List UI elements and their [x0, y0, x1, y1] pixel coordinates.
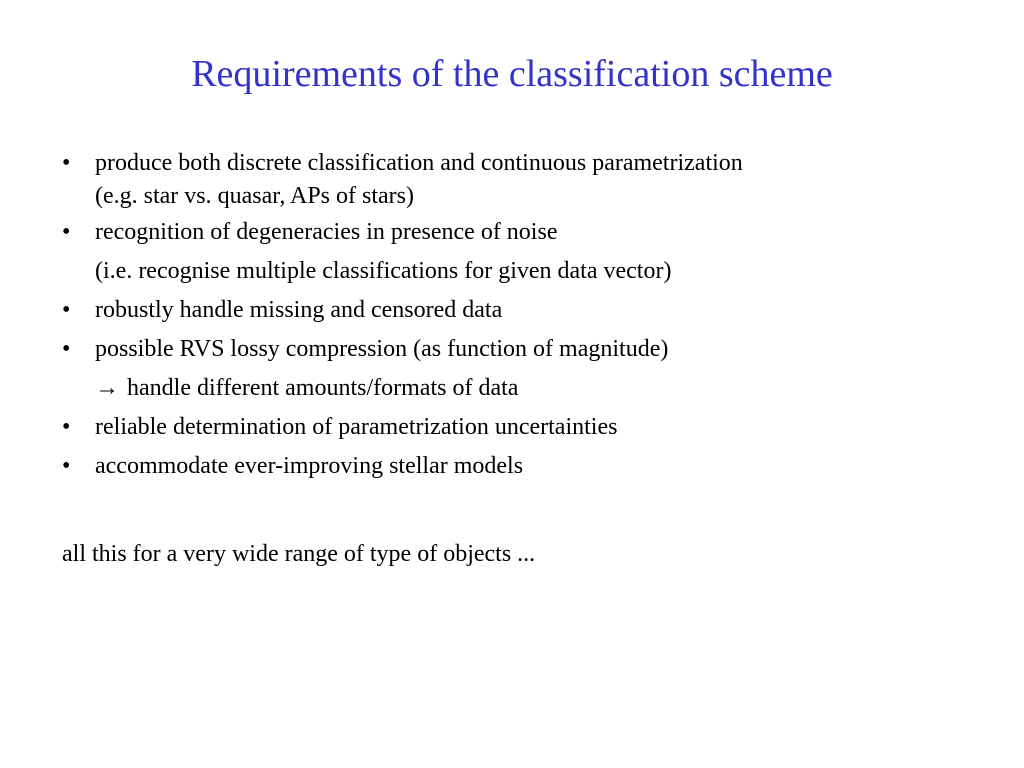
bullet-icon: •	[62, 453, 71, 479]
bullet-item-5	[62, 408, 992, 447]
bullet-list	[62, 144, 992, 486]
bullet-icon: •	[62, 414, 71, 440]
bullet-text: possible RVS lossy compression (as function of magnitude)	[95, 336, 669, 362]
bullet-text: produce both discrete classification and continuous parametrization	[95, 150, 743, 176]
slide-title: Requirements of the classification scheme	[191, 53, 833, 95]
bullet-icon: •	[62, 219, 71, 245]
summary-text: all this for a very wide range of type of objects ...	[62, 541, 536, 567]
right-arrow-icon: →	[95, 375, 119, 401]
bullet-text: accommodate ever-improving stellar models	[95, 453, 524, 479]
bullet-item-4	[62, 330, 992, 369]
bullet-icon: •	[62, 150, 71, 176]
bullet-item-2	[62, 213, 992, 252]
bullet-text: reliable determination of parametrization uncertainties	[95, 414, 618, 440]
bullet-item-6	[62, 447, 992, 486]
bullet-continuation: (i.e. recognise multiple classifications for given data vector)	[95, 258, 672, 284]
bullet-text: robustly handle missing and censored data	[95, 297, 503, 323]
bullet-continuation	[62, 369, 992, 408]
bullet-subtext: (e.g. star vs. quasar, APs of stars)	[95, 183, 414, 209]
continuation-text: handle different amounts/formats of data	[127, 375, 519, 401]
bullet-text: recognition of degeneracies in presence of noise	[95, 219, 558, 245]
bullet-icon: •	[62, 336, 71, 362]
bullet-item-3	[62, 291, 992, 330]
bullet-item-1	[62, 144, 992, 213]
bullet-icon: •	[62, 297, 71, 323]
